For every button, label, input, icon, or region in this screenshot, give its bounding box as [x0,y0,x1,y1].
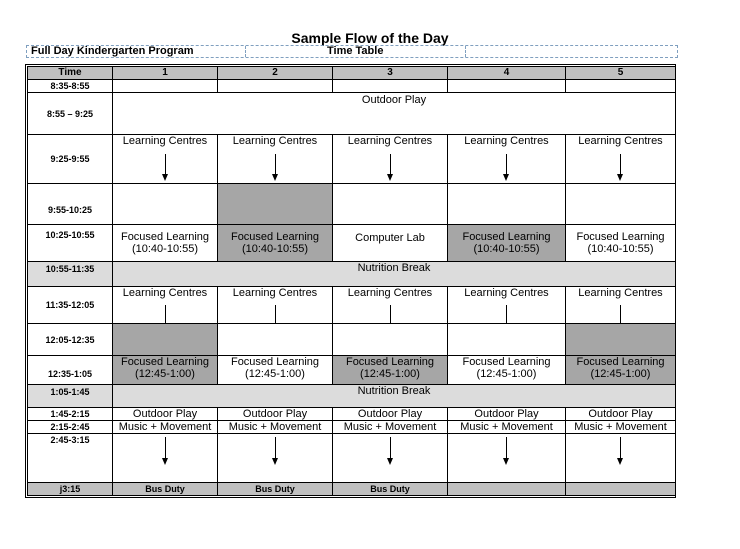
table-row [28,287,676,324]
learning-centres-cell [448,287,566,324]
activity-time: (10:40-10:55) [473,243,540,255]
shaded-cell [218,184,333,225]
music-movement-cell: Music + Movement [448,421,566,434]
table-row [28,93,676,135]
bus-duty-cell: Bus Duty [113,483,218,496]
activity-label: Outdoor Play [361,94,427,106]
focused-learning-cell [448,225,566,262]
empty-cell [448,80,566,93]
activity-label: Learning Centres [122,287,208,299]
focused-learning-cell [113,225,218,262]
empty-cell [113,184,218,225]
continuation-cell [566,434,676,483]
nutrition-break-cell [113,262,676,287]
bus-duty-cell: Bus Duty [218,483,333,496]
header-day-4: 4 [448,67,566,80]
schedule-table [27,66,676,496]
empty-cell [333,184,448,225]
bus-duty-cell: Bus Duty [333,483,448,496]
activity-label: Focused Learning [345,356,435,368]
time-cell: 9:25-9:55 [28,135,113,184]
activity-label: Learning Centres [232,287,318,299]
music-movement-cell: Music + Movement [113,421,218,434]
activity-label: Focused Learning [120,356,210,368]
outdoor-play-cell: Outdoor Play [218,408,333,421]
focused-learning-cell [566,225,676,262]
activity-time: (12:45-1:00) [360,368,420,380]
shaded-cell [113,324,218,356]
continuation-cell [333,434,448,483]
continuation-cell [218,434,333,483]
learning-centres-cell [566,135,676,184]
music-movement-cell: Music + Movement [566,421,676,434]
time-cell: 12:35-1:05 [28,356,113,385]
activity-time: (12:45-1:00) [476,368,537,380]
activity-label: Focused Learning [462,231,551,243]
outdoor-play-cell: Outdoor Play [113,408,218,421]
activity-label: Learning Centres [122,135,208,147]
learning-centres-cell [333,135,448,184]
outdoor-play-cell [113,93,676,135]
activity-time: (12:45-1:00) [590,368,651,380]
table-row [28,262,676,287]
activity-label: Focused Learning [230,231,320,243]
table-row [28,434,676,483]
header-time: Time [28,67,113,80]
learning-centres-cell [218,135,333,184]
computer-lab-cell [333,225,448,262]
activity-label: Focused Learning [576,231,665,243]
learning-centres-cell [218,287,333,324]
empty-cell [448,483,566,496]
time-cell: 8:55 – 9:25 [28,93,113,135]
empty-cell [333,324,448,356]
activity-label: Learning Centres [464,135,549,147]
nutrition-break-cell [113,385,676,408]
activity-time: (12:45-1:00) [245,368,305,380]
table-row [28,421,676,434]
header-row [28,67,676,80]
header-day-1: 1 [113,67,218,80]
table-row [28,408,676,421]
table-row [28,356,676,385]
activity-label: Focused Learning [462,356,551,368]
time-cell: 8:35-8:55 [28,80,113,93]
time-cell: 2:15-2:45 [28,421,113,434]
learning-centres-cell [113,287,218,324]
program-name: Full Day Kindergarten Program [31,45,194,57]
time-cell: 10:55-11:35 [28,262,113,287]
continuation-cell [448,434,566,483]
focused-learning-cell [218,225,333,262]
activity-label: Learning Centres [347,135,433,147]
page-title: Sample Flow of the Day [291,30,449,46]
outdoor-play-cell: Outdoor Play [333,408,448,421]
activity-label: Nutrition Break [357,262,431,274]
activity-time: (12:45-1:00) [135,368,195,380]
learning-centres-cell [448,135,566,184]
learning-centres-cell [333,287,448,324]
table-row [28,225,676,262]
activity-label: Focused Learning [576,356,665,368]
music-movement-cell: Music + Movement [333,421,448,434]
time-cell: 1:05-1:45 [28,385,113,408]
time-cell: j3:15 [28,483,113,496]
activity-label: Focused Learning [120,231,210,243]
outdoor-play-cell: Outdoor Play [448,408,566,421]
table-row [28,483,676,496]
activity-time: (10:40-10:55) [587,243,654,255]
time-cell: 9:55-10:25 [28,184,113,225]
music-movement-cell: Music + Movement [218,421,333,434]
empty-cell [566,80,676,93]
empty-cell [218,324,333,356]
table-row [28,135,676,184]
continuation-cell [113,434,218,483]
activity-time: (10:40-10:55) [241,243,309,255]
table-row [28,80,676,93]
empty-cell [218,80,333,93]
header-day-2: 2 [218,67,333,80]
activity-label: Learning Centres [578,287,663,299]
table-row [28,324,676,356]
time-cell: 11:35-12:05 [28,287,113,324]
time-cell: 1:45-2:15 [28,408,113,421]
activity-label: Learning Centres [578,135,663,147]
activity-label: Learning Centres [464,287,549,299]
activity-time: (10:40-10:55) [131,243,199,255]
activity-label: Computer Lab [355,231,425,244]
empty-cell [448,324,566,356]
learning-centres-cell [566,287,676,324]
activity-label: Nutrition Break [357,385,431,397]
empty-cell [448,184,566,225]
focused-learning-cell [113,356,218,385]
focused-learning-cell [448,356,566,385]
empty-cell [113,80,218,93]
outdoor-play-cell: Outdoor Play [566,408,676,421]
subheader-divider [245,46,246,57]
table-row [28,385,676,408]
learning-centres-cell [113,135,218,184]
time-cell: 2:45-3:15 [28,434,113,483]
header-day-3: 3 [333,67,448,80]
subheader-bar [26,45,678,58]
activity-label: Learning Centres [347,287,433,299]
empty-cell [566,184,676,225]
empty-cell [566,483,676,496]
focused-learning-cell [566,356,676,385]
time-cell: 12:05-12:35 [28,324,113,356]
header-day-5: 5 [566,67,676,80]
activity-label: Focused Learning [230,356,320,368]
focused-learning-cell [333,356,448,385]
table-row [28,184,676,225]
shaded-cell [566,324,676,356]
activity-label: Learning Centres [232,135,318,147]
time-cell: 10:25-10:55 [28,225,113,262]
timetable-label: Time Table [327,45,384,57]
empty-cell [333,80,448,93]
subheader-divider [465,46,466,57]
focused-learning-cell [218,356,333,385]
